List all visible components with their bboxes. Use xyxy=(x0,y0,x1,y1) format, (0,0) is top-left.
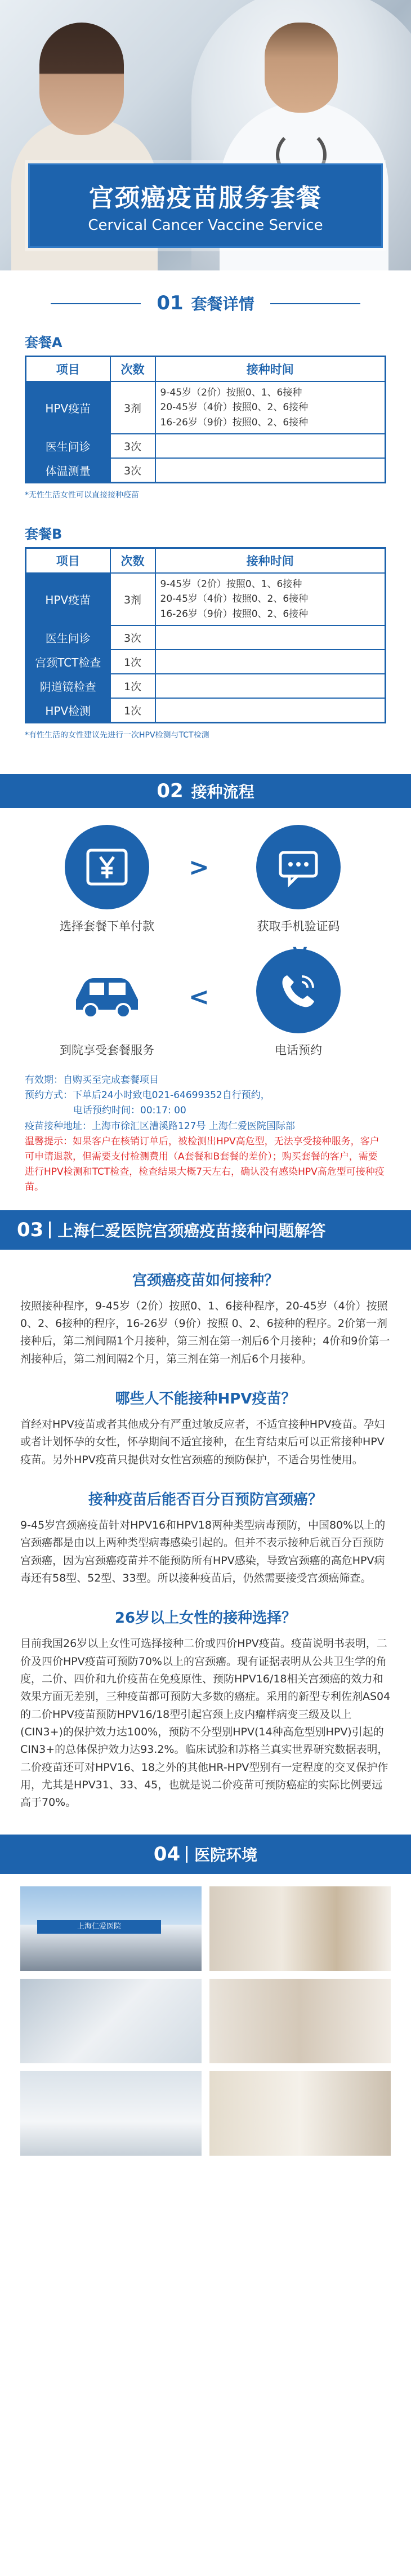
table-row: 体温测量 3次 xyxy=(26,458,386,483)
patient-head xyxy=(39,23,124,135)
booking-text: 预约方式：下单后24小时致电021-64699352自行预约， xyxy=(25,1090,270,1102)
table-row: 医生问诊 3次 xyxy=(26,625,386,650)
section-title: 医院环境 xyxy=(194,1845,258,1864)
step-order-payment: 选择套餐下单付款 xyxy=(45,825,169,934)
hero-title-box xyxy=(28,163,383,248)
section-title: 上海仁爱医院宫颈癌疫苗接种问题解答 xyxy=(57,1221,326,1240)
step-hospital-service: 到院享受套餐服务 xyxy=(45,949,169,1058)
faq-question: 接种疫苗后能否百分百预防宫颈癌？ xyxy=(88,1491,323,1508)
table-row: HPV疫苗 3剂 9-45岁（2价）按照0、1、6接种 20-45岁（4价）按照0、2、6接种 16-26岁（9价）按照0、2、6接种 xyxy=(26,573,386,625)
chevron-left-icon: < xyxy=(189,983,209,1012)
faq-question: 宫颈癌疫苗如何接种？ xyxy=(132,1272,279,1289)
table-row: 宫颈TCT检查 1次 xyxy=(26,650,386,674)
faq-answer: 按照接种程序，9-45岁（2价）按照0、1、6接种程序，20-45岁（4价）按照0、2、6接种的程序，16-26岁（9价）按照 0、2、6接种的程序。2价第一剂接种后，第二剂间隔1个月接种，第三剂在第一剂后6个月接种；4价和9价第一剂接种后，第二剂间隔2个月，第三剂在第一剂后6个月接种。 xyxy=(20,1299,390,1365)
hero-subtitle: Cervical Cancer Vaccine Service xyxy=(88,217,323,234)
table-header-row: 项目 次数 接种时间 xyxy=(26,357,386,382)
package-a-label: 套餐A xyxy=(25,335,62,350)
car-icon xyxy=(65,949,149,1033)
booking-hours: 电话预约时间：00:17: 00 xyxy=(73,1105,186,1117)
faq-answer: 目前我国26岁以上女性可选择接种二价或四价HPV疫苗。疫苗说明书表明，二价及四价HPV疫苗可预防70%以上的宫颈癌。现有证据表明从公共卫生学的角度，二价、四价和九价疫苗在免疫原性、预防HPV16/18相关宫颈癌的效力和效果方面无差别，三种疫苗都可预防大多数的癌症。采用的新型专利佐剂AS04的二价HPV疫苗预防HPV16/18型引起宫颈上皮内瘤样病变三级及以上(CIN3+)的保护效力达100%，预防不分型别HPV(14种高危型别HPV)引起的CIN3+的总体保护效力达93.2%。临床试验和苏格兰真实世界研究数据表明，二价疫苗还可对HPV16、18之外的其他HR-HPV型别有一定程度的交叉保护作用，尤其是HPV31、33、45，也就是说二价疫苗可预防癌症的实际比例要远高于70%。 xyxy=(20,1637,391,1809)
section-title: 套餐详情 xyxy=(191,295,254,313)
package-b-note: *有性生活的女性建议先进行一次HPV检测与TCT检测 xyxy=(25,731,209,740)
section-number: 01 xyxy=(157,292,184,314)
address-text: 疫苗接种地址：上海市徐汇区漕溪路127号 上海仁爱医院国际部 xyxy=(25,1120,295,1132)
section-header-04 xyxy=(0,1835,411,1874)
hospital-photo xyxy=(20,1979,202,2063)
section-number: 04 xyxy=(153,1842,181,1866)
section-number: 02 xyxy=(157,780,184,803)
message-icon xyxy=(256,825,341,909)
step-phone-booking: 电话预约 xyxy=(231,949,366,1058)
hospital-gallery xyxy=(0,1874,411,2168)
faq-question: 26岁以上女性的接种选择？ xyxy=(114,1610,297,1627)
phone-icon xyxy=(256,949,341,1033)
table-row: 医生问诊 3次 xyxy=(26,434,386,458)
hospital-photo xyxy=(20,1886,202,1971)
service-info xyxy=(25,1073,386,1196)
faq-answer: 9-45岁宫颈癌疫苗针对HPV16和HPV18两种类型病毒预防，中国80%以上的宫颈癌都是由以上两种类型病毒感染引起的。但并不表示接种后就百分百预防宫颈癌，因为宫颈癌疫苗并不能预防所有HPV感染，导致宫颈癌的高危HPV病毒还有58型、52型、33型。所以接种疫苗后，仍然需要接受宫颈癌筛查。 xyxy=(20,1518,386,1584)
process-flow xyxy=(0,814,411,1073)
hospital-sign: 上海仁爱医院 xyxy=(37,1920,161,1934)
table-row: 阴道镜检查 1次 xyxy=(26,674,386,698)
hospital-photo xyxy=(20,2071,202,2156)
hospital-photo xyxy=(209,1886,391,1971)
faq-list xyxy=(20,1269,391,1812)
hero-banner xyxy=(0,0,411,270)
section-header-01 xyxy=(0,286,411,320)
yen-icon xyxy=(65,825,149,909)
tips-text: 温馨提示：如果客户在核销订单后，被检测出HPV高危型，无法享受接种服务，客户可申请退款，但需要支付检测费用（A套餐和B套餐的差价）；购买套餐的客户，需要进行HPV检测和TCT检查，检查结果大概7天左右，确认没有感染HPV高危型可接种疫苗。 xyxy=(25,1135,385,1193)
validity-text: 有效期：自购买至完成套餐项目 xyxy=(25,1074,159,1086)
package-a-table xyxy=(25,356,386,483)
step-verify-code: 获取手机验证码 xyxy=(231,825,366,934)
section-header-03 xyxy=(0,1210,411,1250)
section-number: 03 xyxy=(17,1218,44,1241)
package-b-table xyxy=(25,547,386,723)
package-b-label: 套餐B xyxy=(25,526,62,543)
chevron-right-icon: > xyxy=(189,853,209,882)
table-row: HPV检测 1次 xyxy=(26,698,386,723)
hero-title: 宫颈癌疫苗服务套餐 xyxy=(89,184,322,212)
package-a-note: *无性生活女性可以直接接种疫苗 xyxy=(25,491,139,500)
faq-question: 哪些人不能接种HPV疫苗？ xyxy=(115,1390,296,1407)
section-title: 接种流程 xyxy=(191,783,254,802)
table-row: HPV疫苗 3剂 9-45岁（2价）按照0、1、6接种 20-45岁（4价）按照0、2、6接种 16-26岁（9价）按照0、2、6接种 xyxy=(26,381,386,434)
hospital-photo xyxy=(209,1979,391,2063)
table-header-row: 项目 次数 接种时间 xyxy=(26,548,386,574)
section-header-02 xyxy=(0,774,411,808)
doctor-head xyxy=(265,23,338,113)
hospital-photo xyxy=(209,2071,391,2156)
faq-answer: 首经对HPV疫苗或者其他成分有严重过敏反应者，不适宜接种HPV疫苗。孕妇或者计划怀孕的女性，怀孕期间不适宜接种，在生育结束后可以正常接种HPV疫苗。另外HPV疫苗只提供对女性宫颈癌的预防保护，不适合男性使用。 xyxy=(20,1418,385,1466)
